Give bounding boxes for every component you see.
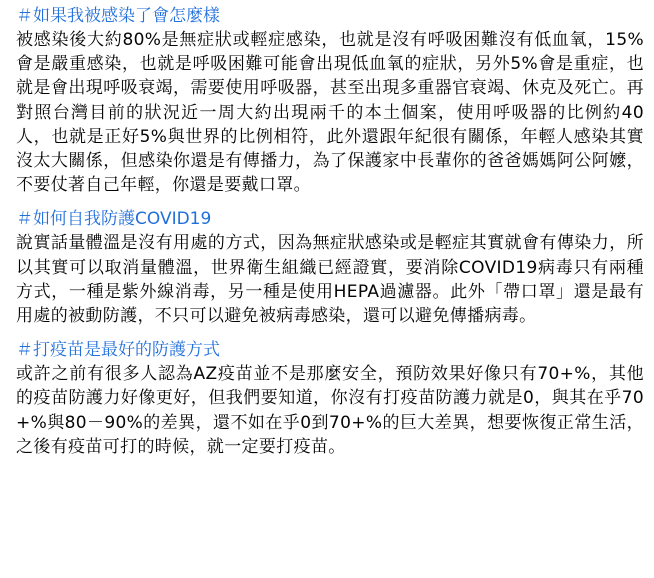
hashtag-link[interactable]: ＃如果我被感染了會怎麼樣: [16, 6, 220, 26]
hashtag-link[interactable]: ＃如何自我防護COVID19: [16, 209, 212, 230]
section-body: 或許之前有很多人認為AZ疫苗並不是那麼安全，預防效果好像只有70+%，其他的疫苗防護力好像更好，但我們要知道，你沒有打疫苗防護力就是0，與其在乎70+%與80－90%的差異，還不如在乎0到70+%的巨大差異，想要恢復正常生活，之後有疫苗可打的時候，就一定要打疫苗。: [16, 364, 644, 457]
section-body: 說實話量體溫是沒有用處的方式，因為無症狀感染或是輕症其實就會有傳染力，所以其實可以取消量體溫，世界衛生組織已經證實，要消除COVID19病毒只有兩種方式，一種是紫外線消毒，另一種是使用HEPA過濾器。此外「帶口罩」還是最有用處的被動防護，不只可以避免被病毒感染，還可以避免傳播病毒。: [16, 233, 644, 327]
section-vaccination: [16, 338, 644, 459]
section-body: 被感染後大約80%是無症狀或輕症感染，也就是沒有呼吸困難沒有低血氧，15%會是嚴重感染，也就是呼吸困難可能會出現低血氧的症狀，另外5%會是重症，也就是會出現呼吸衰竭，需要使用呼吸器，甚至出現多重器官衰竭、休克及死亡。再對照台灣目前的狀況近一周大約出現兩千的本土個案，使用呼吸器的比例約40人，也就是正好5%與世界的比例相符，此外還跟年紀很有關係，年輕人感染其實沒太大關係，但感染你還是有傳播力，為了保護家中長輩你的爸爸媽媽阿公阿嬤，不要仗著自己年輕，你還是要戴口罩。: [16, 30, 644, 196]
section-self-protection: [16, 207, 644, 328]
section-infection-outcome: [16, 4, 644, 197]
hashtag-link[interactable]: ＃打疫苗是最好的防護方式: [16, 340, 220, 361]
